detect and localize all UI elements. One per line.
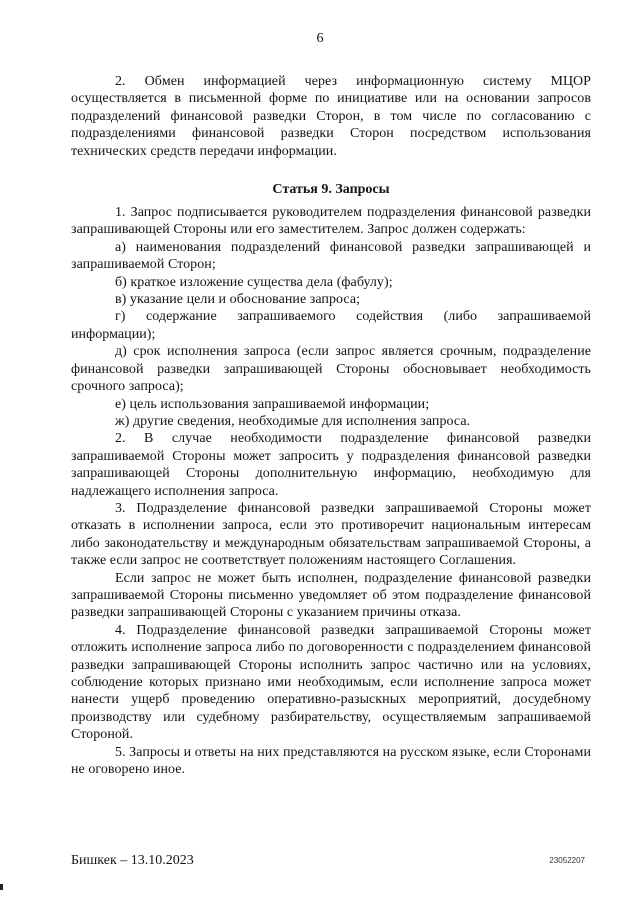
item-b: б) краткое изложение существа дела (фабулу); xyxy=(115,274,393,290)
footer-document-code: 23052207 xyxy=(549,856,585,865)
item-g: г) содержание запрашиваемого содействия (либо запрашиваемой информации); xyxy=(71,309,591,342)
paragraph-2: 2. В случае необходимости подразделение финансовой разведки запрашиваемой Стороны может запросить у подразделения финансовой разведки запрашивающей Стороны дополнительную информацию, необходимую для надлежащего исполнения запроса. xyxy=(71,431,591,499)
item-zh: ж) другие сведения, необходимые для исполнения запроса. xyxy=(115,413,471,429)
paragraph-5: 5. Запросы и ответы на них представляются на русском языке, если Сторонами не оговорено иное. xyxy=(71,744,591,778)
paragraph-4: 4. Подразделение финансовой разведки запрашиваемой Стороны может отложить исполнение запроса либо по договоренности с подразделением финансовой разведки запрашивающей Стороны исполнить запрос частично или на условиях, соблюдение которых признано ими необходимым, если исполнение запроса может нанести ущерб проведению оперативно-разыскных мероприятий, досудебному производству или судебному разбирательству, осуществляемым запрашиваемой Стороной. xyxy=(71,622,591,743)
item-d: д) срок исполнения запроса (если запрос является срочным, подразделение финансовой разведки запрашивающей Стороны обосновывает необходимость срочного запроса); xyxy=(71,344,591,395)
item-e: е) цель использования запрашиваемой информации; xyxy=(115,396,430,412)
item-a: а) наименования подразделений финансовой разведки запрашивающей и запрашиваемой Сторон; xyxy=(71,239,591,273)
item-v: в) указание цели и обоснование запроса; xyxy=(115,292,361,308)
page-number: 6 xyxy=(316,31,324,46)
intro-paragraph: 2. Обмен информацией через информационную систему МЦОР осуществляется в письменной форме по инициативе или на основании запросов подразделений финансовой разведки Сторон, в том числе по согласованию с подразделениями финансовой разведки Сторон посредством использования технических средств передачи информации. xyxy=(71,74,591,159)
article-title: Статья 9. Запросы xyxy=(272,182,390,198)
footer-place-date: Бишкек – 13.10.2023 xyxy=(71,853,194,868)
paragraph-3: 3. Подразделение финансовой разведки запрашиваемой Стороны может отказать в исполнении запроса, если это противоречит национальным интересам либо законодательству и международным обязательствам запрашиваемой Стороны, а также если запрос не соответствует положениям настоящего Соглашения. xyxy=(71,500,591,569)
scan-edge-mark xyxy=(0,884,3,890)
paragraph-1: 1. Запрос подписывается руководителем подразделения финансовой разведки запрашивающей Стороны или его заместителем. Запрос должен содержать: xyxy=(71,205,591,238)
paragraph-3-continued: Если запрос не может быть исполнен, подразделение финансовой разведки запрашиваемой Стороны письменно уведомляет об этом подразделение финансовой разведки запрашивающей Стороны с указанием причины отказа. xyxy=(71,570,591,621)
document-body xyxy=(71,73,591,778)
